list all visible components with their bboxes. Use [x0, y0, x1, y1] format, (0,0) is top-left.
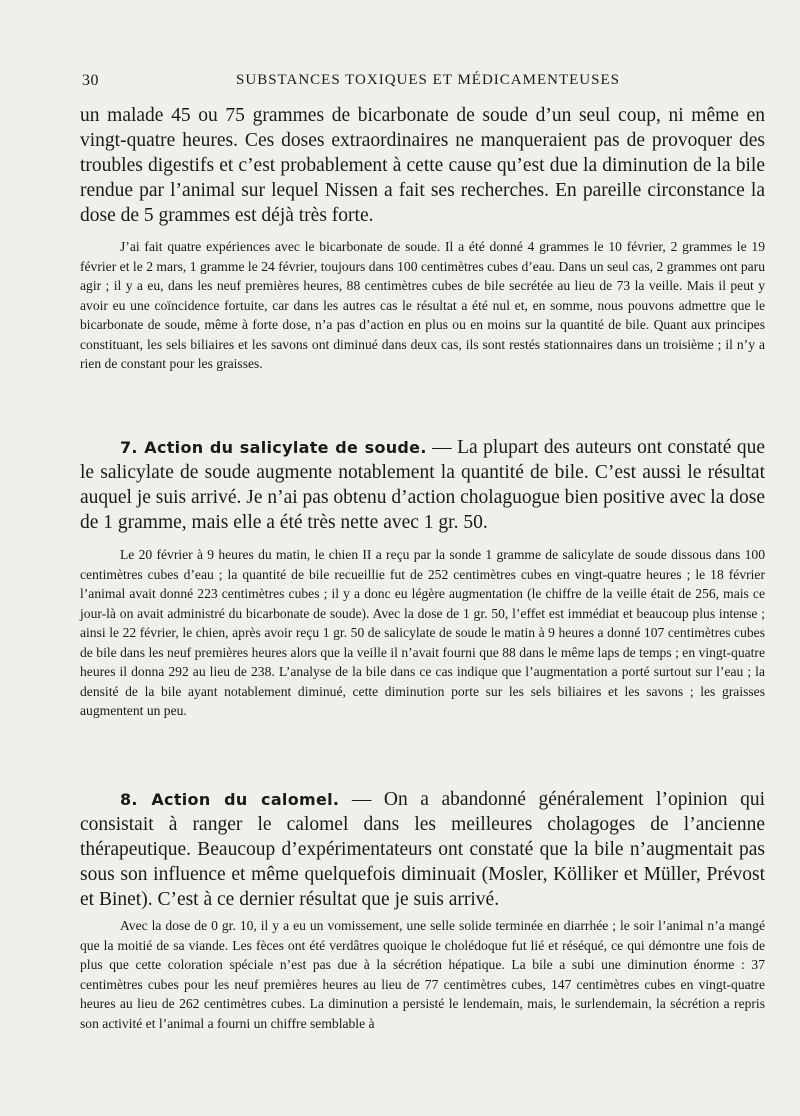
section-8-body: — On a abandonné généralement l’opinion qui consistait à ranger le calomel dans les meilleures cholagoges de l’ancienne thérapeutique. Beaucoup d’expérimentateurs ont constaté que la bile n’augmentait pas sous son influence et même quelquefois diminuait (Mosler, Kölliker et Müller, Prévost et Binet). C’est à ce dernier résultat que je suis arrivé.: [80, 789, 766, 910]
section-7-body: — La plupart des auteurs ont constaté que le salicylate de soude augmente notablement la quantité de bile. C’est aussi le résultat auquel je suis arrivé. Je n’ai pas obtenu d’action cholaguogue bien positive avec la dose de 1 gramme, mais elle a été très nette avec 1 gr. 50.: [80, 437, 765, 533]
section-7-paragraph: [80, 435, 765, 535]
section-8-paragraph: [80, 787, 765, 912]
section-7-heading: 7. Action du salicylate de soude.: [120, 438, 427, 457]
section-8-details: Avec la dose de 0 gr. 10, il y a eu un vomissement, une selle solide terminée en diarrhée ; le soir l’animal n’a mangé que la moitié de sa viande. Les fèces ont été verdâtres quoique le cholédoque fut lié et réséqué, ce qui démontre une fois de plus que cette coloration spéciale n’est pas due à la sécrétion hépatique. La bile a subi une diminution énorme : 37 centimètres cubes pour les neuf premières heures au lieu de 77 centimètres cubes, 147 centimètres cubes en vingt-quatre heures au lieu de 262 centimètres cubes. La diminution a persisté le lendemain, mais, le surlendemain, la sécrétion a repris son activité et l’animal a fourni un chiffre semblable à: [80, 918, 765, 1031]
bicarbonate-experiments-note: J’ai fait quatre expériences avec le bicarbonate de soude. Il a été donné 4 grammes le 10 février, 2 grammes le 19 février et le 2 mars, 1 gramme le 24 février, toujours dans 100 centimètres cubes d’eau. Dans un seul cas, 2 grammes ont paru agir ; il y a eu, dans les neuf premières heures, 88 centimètres cubes de bile secrétée au lieu de 73 la veille. Mais il peut y avoir eu une coïncidence fortuite, car dans les autres cas le résultat a été nul et, en somme, nous pouvons admettre que le bicarbonate de soude, même à forte dose, n’a pas d’action en plus ou en moins sur la quantité de bile. Quant aux principes constituant, les sels biliaires et les savons ont diminué dans deux cas, ils sont restés stationnaires dans un troisième ; il n’y a rien de constant pour les graisses.: [80, 239, 765, 371]
running-title: SUBSTANCES TOXIQUES ET MÉDICAMENTEUSES: [236, 72, 620, 88]
section-8-heading: 8. Action du calomel.: [120, 790, 340, 809]
page-number: 30: [82, 72, 99, 89]
page-header: [78, 70, 778, 94]
section-7-details: Le 20 février à 9 heures du matin, le chien II a reçu par la sonde 1 gramme de salicylate de soude dissous dans 100 centimètres cubes d’eau ; la quantité de bile recueillie fut de 252 centimètres cubes en vingt-quatre heures ; le 18 février l’animal avait donné 223 centimètres cubes ; il y a donc eu légère augmentation (le chiffre de la veille était de 256, mais ce jour-là on avait administré du bicarbonate de soude). Avec la dose de 1 gr. 50, l’effet est immédiat et beaucoup plus intense ; ainsi le 22 février, le chien, après avoir reçu 1 gr. 50 de salicylate de soude le matin à 9 heures a donné 107 centimètres cubes de bile dans les neuf premières heures alors que la veille il n’avait fourni que 88 dans le même laps de temps ; en vingt-quatre heures il donna 292 au lieu de 238. L’analyse de la bile dans ce cas indique que l’augmentation a porté surtout sur l’eau ; la densité de la bile ayant notablement diminué, cette diminution porte sur les sels biliaires et les savons ; les graisses augmentent un peu.: [80, 547, 765, 718]
intro-paragraph: un malade 45 ou 75 grammes de bicarbonate de soude d’un seul coup, ni même en vingt-quatre heures. Ces doses extraordinaires ne manqueraient pas de provoquer des troubles digestifs et c’est probablement à cette cause qu’est due la diminution de la bile rendue par l’animal sur lequel Nissen a fait ses recherches. En pareille circonstance la dose de 5 grammes est déjà très forte.: [80, 105, 765, 226]
